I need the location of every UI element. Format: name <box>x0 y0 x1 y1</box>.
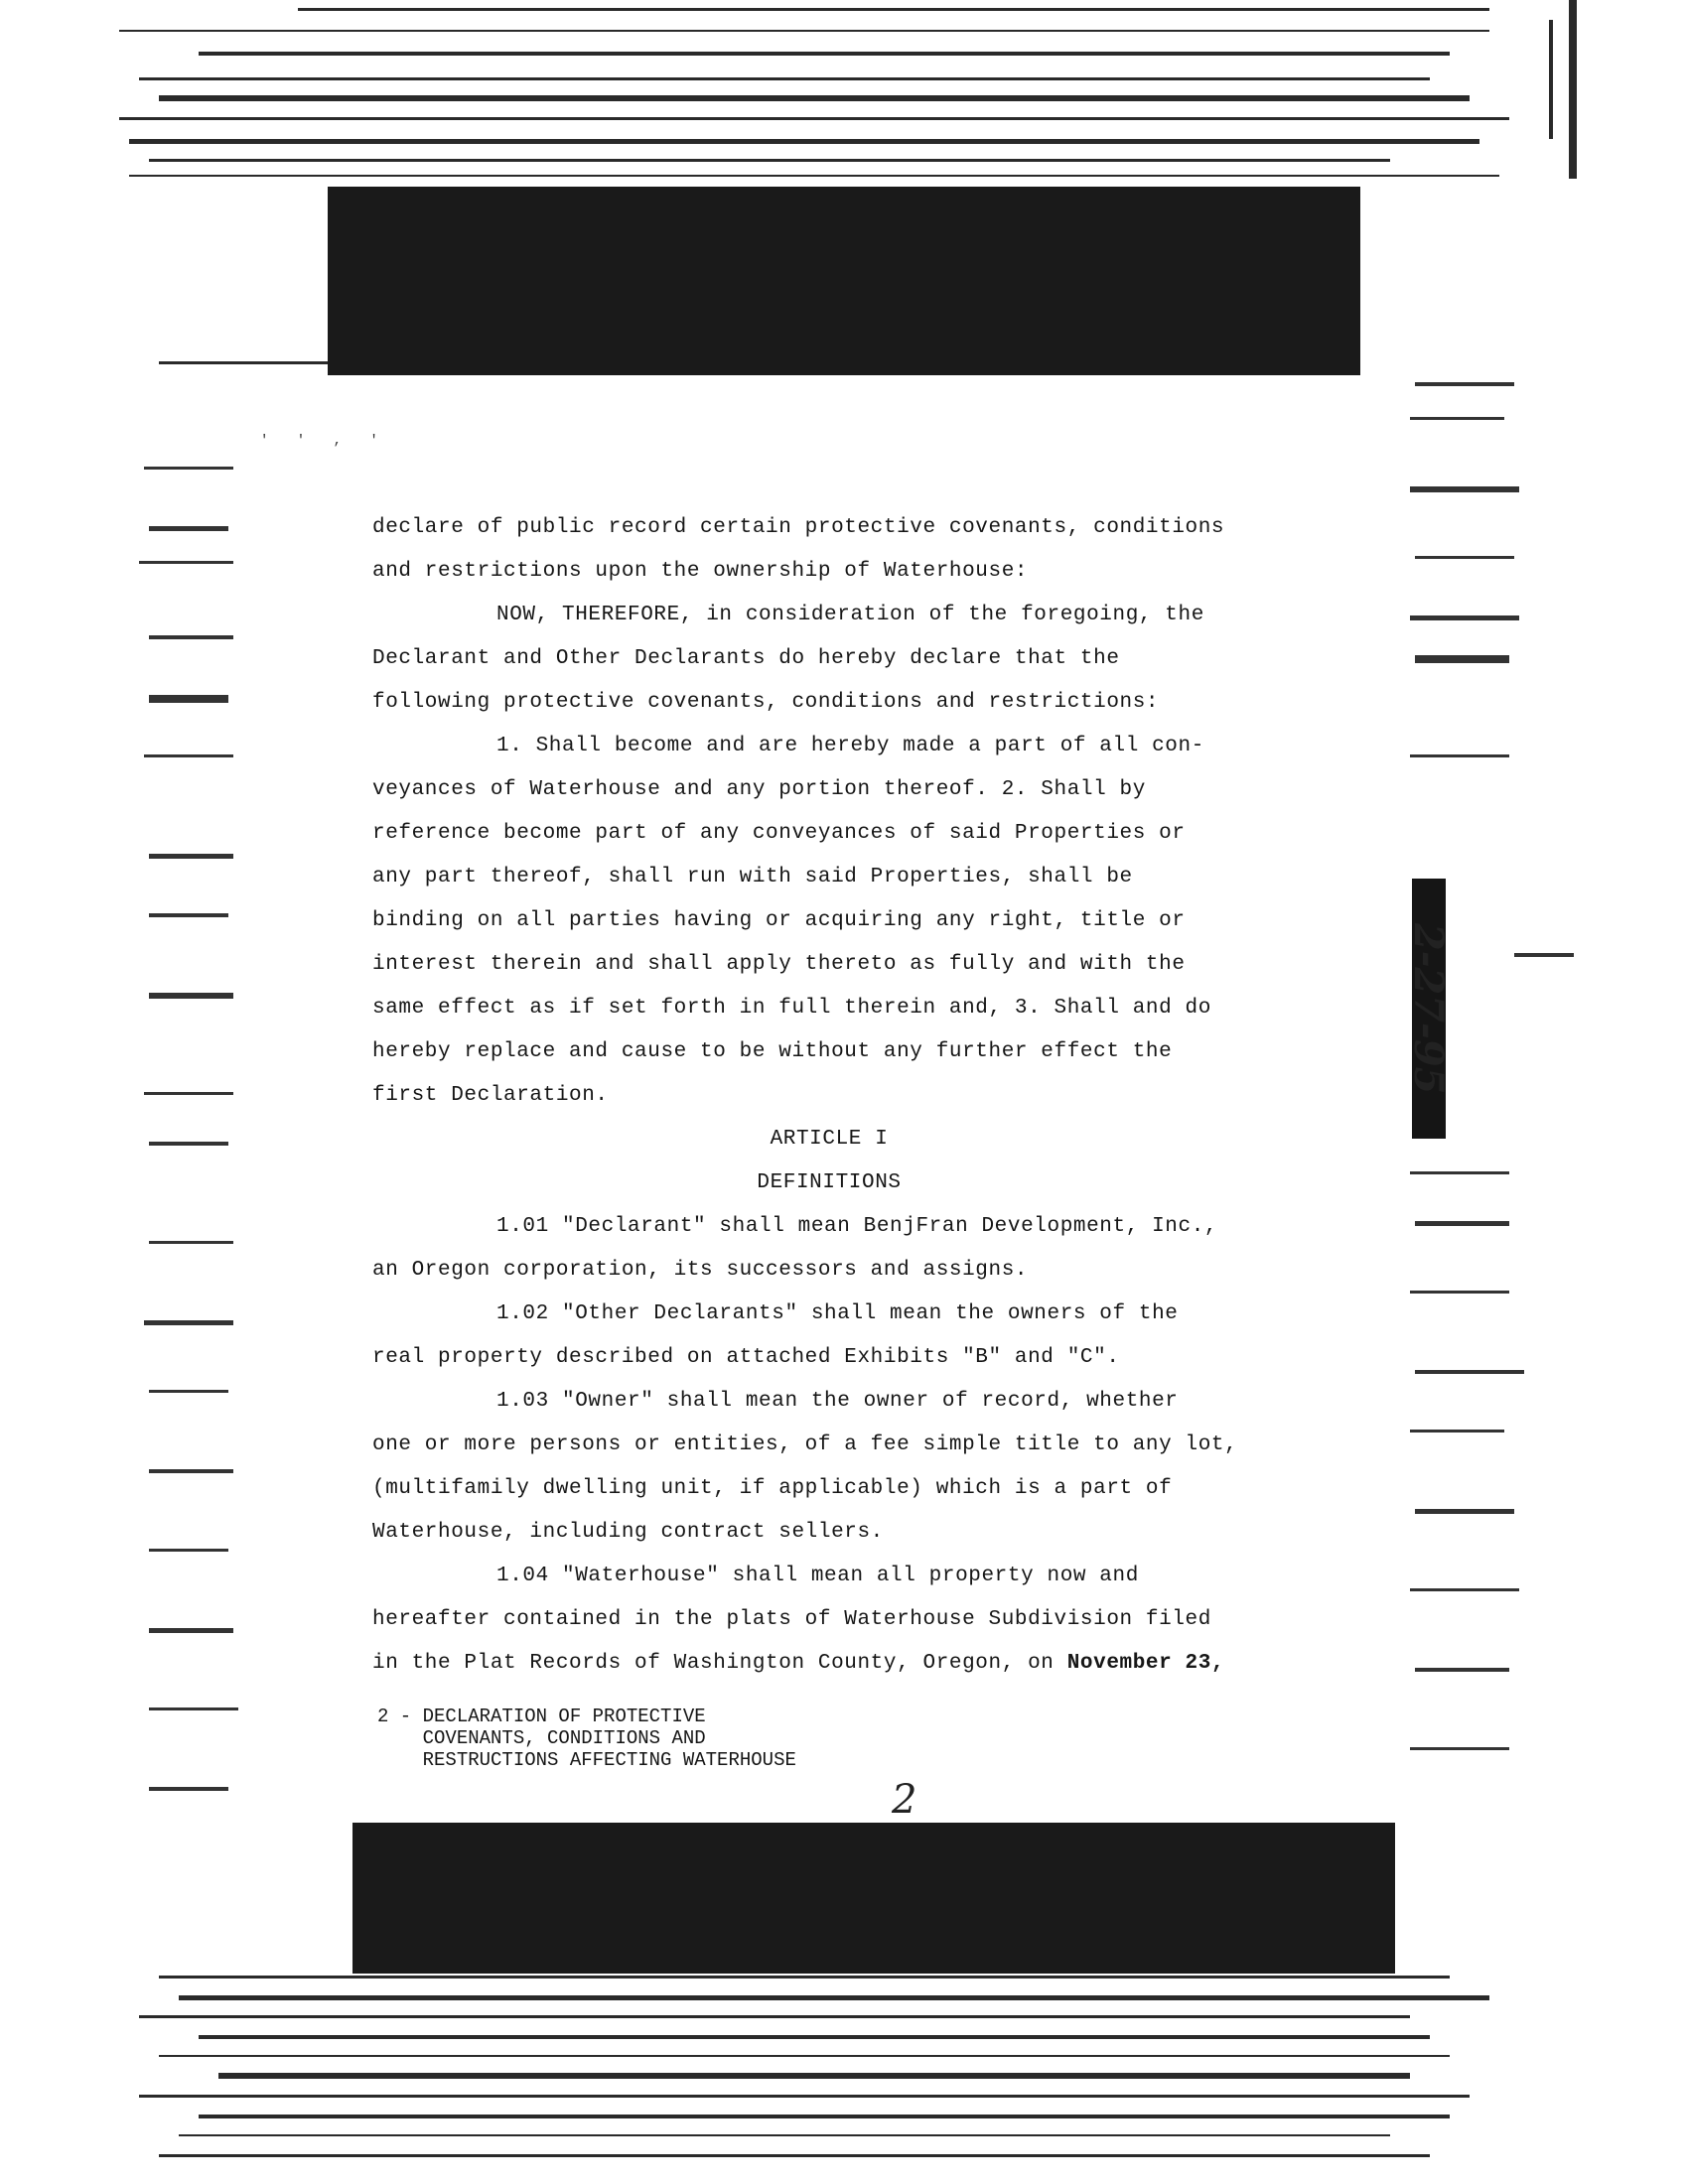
body-line: and restrictions upon the ownership of Waterhouse: <box>372 560 1029 583</box>
body-line: first Declaration. <box>372 1084 609 1107</box>
definition-line: 1.04 "Waterhouse" shall mean all property now and <box>496 1565 1139 1587</box>
footer-caption: 2 - DECLARATION OF PROTECTIVE COVENANTS, CONDITIONS AND RESTRUCTIONS AFFECTING WATERHOUSE <box>377 1706 796 1771</box>
body-line: veyances of Waterhouse and any portion thereof. 2. Shall by <box>372 778 1146 801</box>
page-marks: ' ' , ' <box>260 433 388 449</box>
body-line: same effect as if set forth in full therein and, 3. Shall and do <box>372 997 1211 1020</box>
body-line: NOW, THEREFORE, in consideration of the foregoing, the <box>496 604 1204 626</box>
scan-dark-band-top <box>328 187 1360 377</box>
body-line: Declarant and Other Declarants do hereby declare that the <box>372 647 1120 670</box>
handwritten-page-number: 2 <box>892 1777 917 1823</box>
filed-date: November 23, <box>1066 1652 1225 1675</box>
definition-line: hereafter contained in the plats of Waterhouse Subdivision filed <box>372 1608 1211 1631</box>
body-line: declare of public record certain protective covenants, conditions <box>372 516 1225 539</box>
body-line: interest therein and shall apply thereto as fully and with the <box>372 953 1186 976</box>
definition-line: 1.03 "Owner" shall mean the owner of record, whether <box>496 1390 1179 1413</box>
body-line: 1. Shall become and are hereby made a part of all con- <box>496 735 1204 757</box>
handwritten-date: 2-27-95 <box>1405 923 1452 1095</box>
definition-line <box>372 1652 1224 1675</box>
body-line: any part thereof, shall run with said Properties, shall be <box>372 866 1133 888</box>
definition-line: an Oregon corporation, its successors and assigns. <box>372 1259 1029 1282</box>
definition-line: 1.02 "Other Declarants" shall mean the owners of the <box>496 1302 1179 1325</box>
article-title: DEFINITIONS <box>757 1171 902 1194</box>
definition-line: 1.01 "Declarant" shall mean BenjFran Development, Inc., <box>496 1215 1218 1238</box>
definition-line: (multifamily dwelling unit, if applicable) which is a part of <box>372 1477 1173 1500</box>
article-heading: ARTICLE I <box>770 1128 889 1151</box>
body-line: hereby replace and cause to be without any further effect the <box>372 1040 1173 1063</box>
definition-line-text: in the Plat Records of Washington County, Oregon, on <box>372 1652 1055 1675</box>
definition-line: one or more persons or entities, of a fee simple title to any lot, <box>372 1433 1238 1456</box>
body-line: following protective covenants, conditions and restrictions: <box>372 691 1160 714</box>
definition-line: Waterhouse, including contract sellers. <box>372 1521 884 1544</box>
definition-line: real property described on attached Exhibits "B" and "C". <box>372 1346 1120 1369</box>
body-line: binding on all parties having or acquiring any right, title or <box>372 909 1186 932</box>
scan-dark-band-bottom <box>352 1823 1395 1974</box>
body-line: reference become part of any conveyances of said Properties or <box>372 822 1186 845</box>
